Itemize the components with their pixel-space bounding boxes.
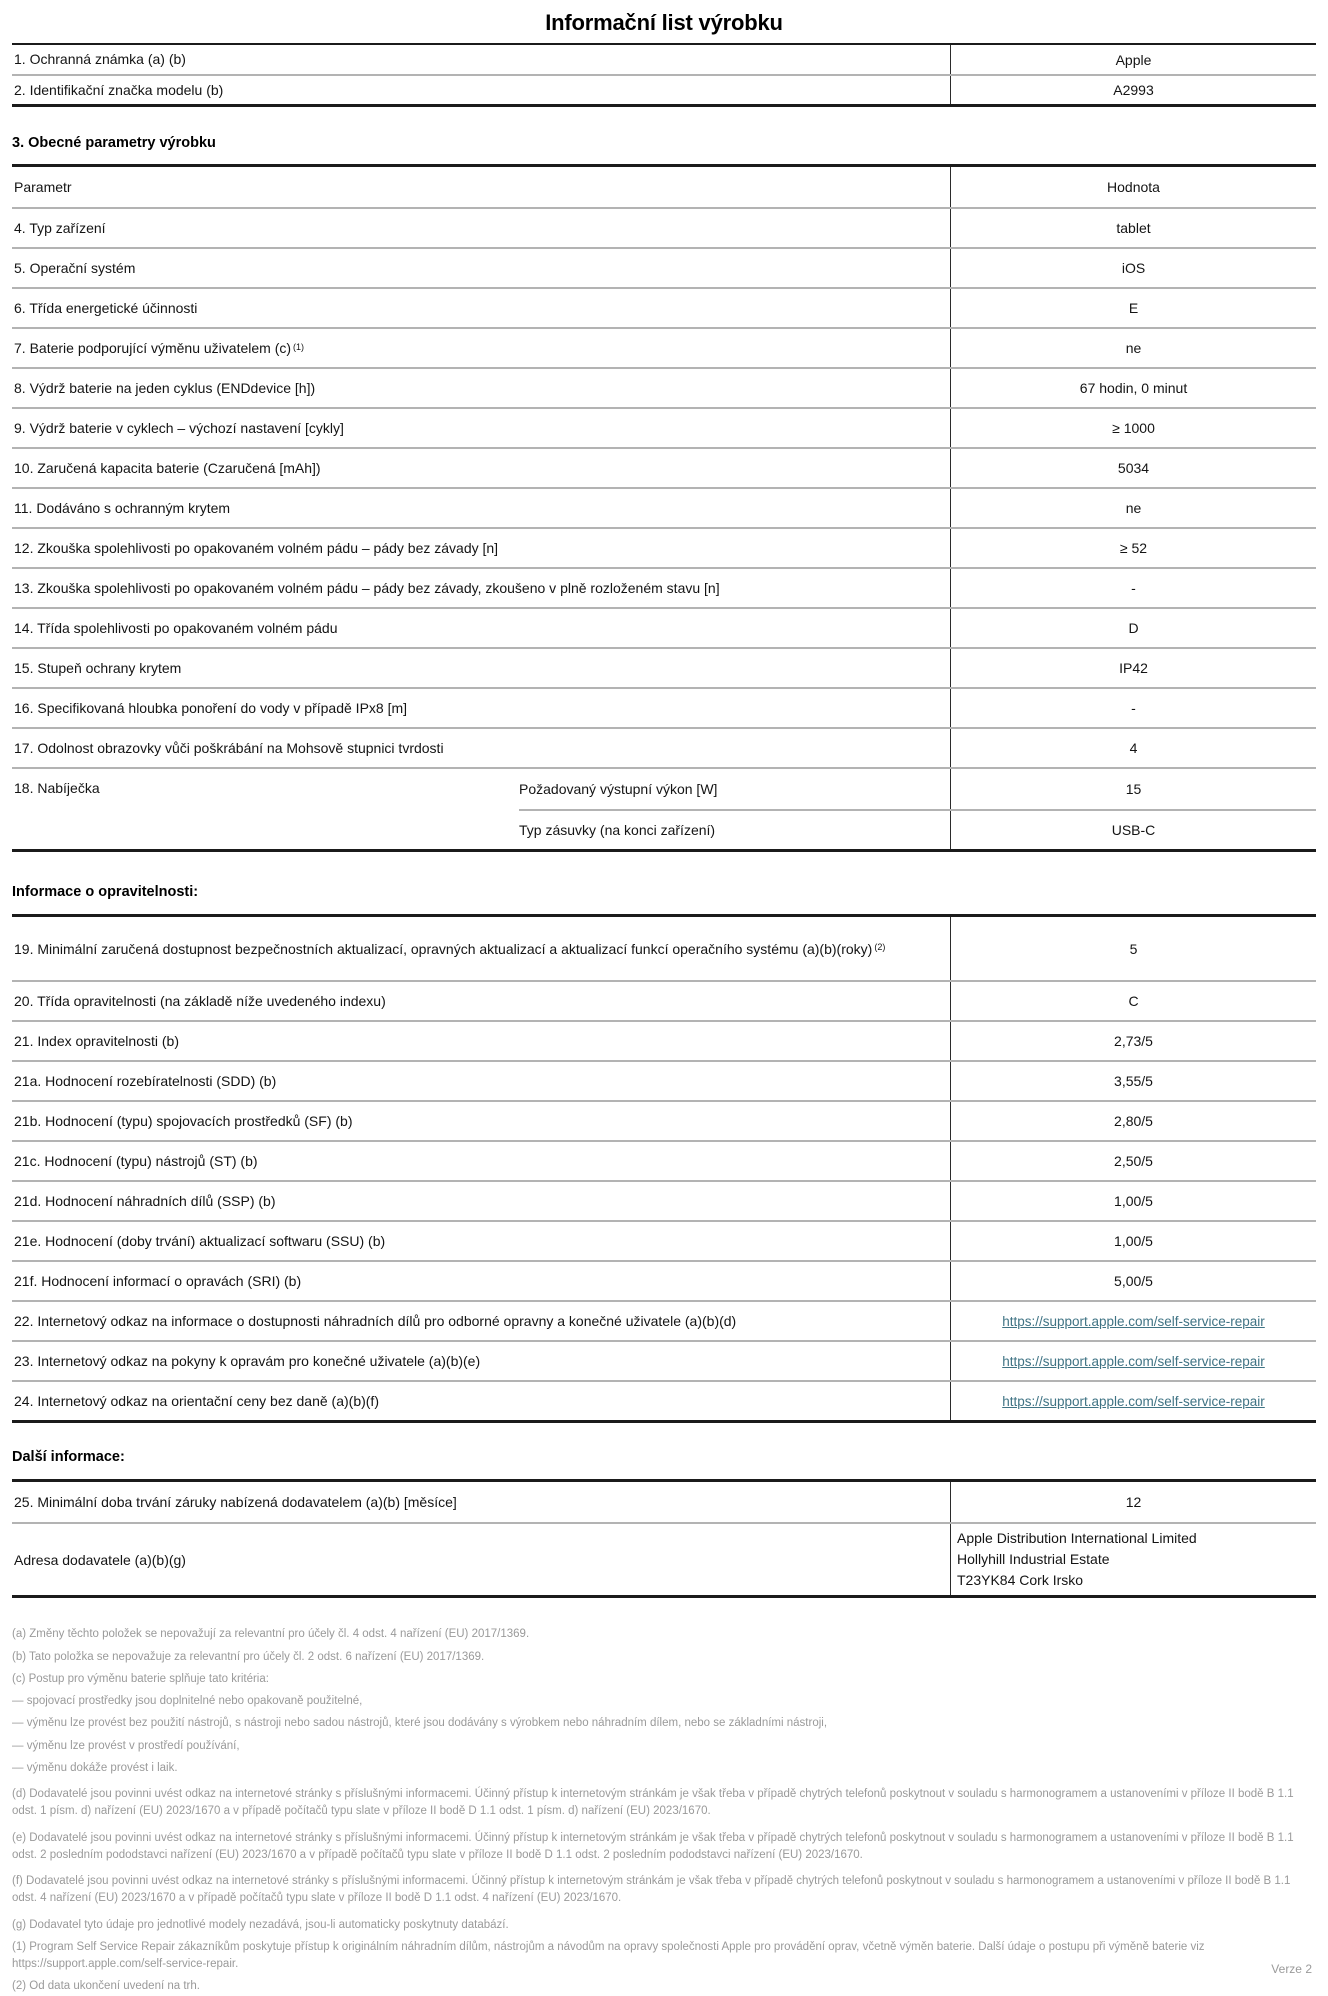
row-value: 2,73/5 [950, 1022, 1316, 1060]
footnote: — výměnu lze provést v prostředí používání, [12, 1739, 240, 1752]
table-row [12, 1380, 1316, 1420]
row-label: 5. Operační systém [14, 260, 136, 277]
row-label: 11. Dodáváno s ochranným krytem [14, 500, 231, 517]
section-additional-info: Další informace: [12, 1449, 125, 1466]
table-row [12, 980, 1316, 1020]
table-row [12, 207, 1316, 247]
supplier-address-line: Apple Distribution International Limited [957, 1530, 1197, 1547]
footnote: (b) Tato položka se nepovažuje za relevantní pro účely čl. 2 odst. 6 nařízení (EU) 2017/1369. [12, 1650, 485, 1663]
row-value: D [950, 609, 1316, 647]
column-header-hodnota: Hodnota [950, 167, 1316, 207]
footnote: (d) Dodavatelé jsou povinni uvést odkaz na internetové stránky s příslušnými informacemi. Účinný přístup k internetovým stránkám je však třeba v případě chytrých telefonů poskytnout v souladu s harmonogramem a ustanoveními v příloze II bodě B 1.1 odst. 1 písm. d) nařízení (EU) 2023/1670 a v případě počítačů typu slate v příloze II bodě D 1.1 odst. 1 písm. d) nařízení (EU) 2023/1670. [12, 1788, 1294, 1818]
row-value: 4 [950, 729, 1316, 767]
row-value: iOS [950, 249, 1316, 287]
row-value: 1,00/5 [950, 1222, 1316, 1260]
footnote: (2) Od data ukončení uvedení na trh. [12, 1980, 200, 1993]
row-label: 1. Ochranná známka (a) (b) [14, 51, 186, 68]
supplier-address-line: Hollyhill Industrial Estate [957, 1551, 1110, 1568]
row-label: 17. Odolnost obrazovky vůči poškrábání na Mohsově stupnici tvrdosti [14, 740, 444, 757]
row-label: 21d. Hodnocení náhradních dílů (SSP) (b) [14, 1193, 276, 1210]
row-label-superscript: (1) [293, 341, 305, 352]
row-label: 20. Třída opravitelnosti (na základě níže uvedeného indexu) [14, 993, 386, 1010]
repair-info-link[interactable]: https://support.apple.com/self-service-repair [1002, 1393, 1265, 1409]
table-row [12, 447, 1316, 487]
row-label: 9. Výdrž baterie v cyklech – výchozí nastavení [cykly] [14, 420, 344, 437]
footnote: (e) Dodavatelé jsou povinni uvést odkaz na internetové stránky s příslušnými informacemi. Účinný přístup k internetovým stránkám je však třeba v případě chytrých telefonů poskytnout v souladu s harmonogramem a ustanoveními v příloze II bodě B 1.1 odst. 2 posledním pododstavci nařízení (EU) 2023/1670 a v případě počítačů typu slate v příloze II bodě D 1.1 odst. 2 posledním pododstavci nařízení (EU) 2023/1670. [12, 1831, 1294, 1861]
row-label: 16. Specifikovaná hloubka ponoření do vody v případě IPx8 [m] [14, 700, 408, 717]
row-label: 22. Internetový odkaz na informace o dostupnosti náhradních dílů pro odborné opravny a konečné uživatele (a)(b)(d) [14, 1313, 737, 1330]
table-row [12, 1060, 1316, 1100]
row-label: 21a. Hodnocení rozebíratelnosti (SDD) (b) [14, 1073, 277, 1090]
row-value: E [950, 289, 1316, 327]
row-label: 21. Index opravitelnosti (b) [14, 1033, 179, 1050]
row-label: 10. Zaručená kapacita baterie (Czaručená [mAh]) [14, 460, 321, 477]
table-row [12, 1482, 1316, 1522]
row-value: 5 [950, 917, 1316, 980]
supplier-address-row [12, 1522, 1316, 1595]
footnote: (a) Změny těchto položek se nepovažují za relevantní pro účely čl. 4 odst. 4 nařízení (EU) 2017/1369. [12, 1628, 530, 1641]
row-label: 19. Minimální zaručená dostupnost bezpečnostních aktualizací, opravných aktualizací a aktualizací funkcí operačního systému (a)(b)(roky) (2) [14, 940, 886, 957]
row-value: IP42 [950, 649, 1316, 687]
charger-subrow [519, 769, 1316, 809]
table-row [12, 327, 1316, 367]
footnote: — spojovací prostředky jsou doplnitelné nebo opakovaně použitelné, [12, 1695, 363, 1708]
row-label: 12. Zkouška spolehlivosti po opakovaném volném pádu – pády bez závady [n] [14, 540, 499, 557]
table-row [12, 1180, 1316, 1220]
supplier-address-value [950, 1524, 1316, 1595]
row-label: 23. Internetový odkaz na pokyny k opravám pro konečné uživatele (a)(b)(e) [14, 1353, 481, 1370]
charger-subrows [519, 769, 1316, 849]
version-label: Verze 2 [1271, 1962, 1312, 1976]
row-value: 2,80/5 [950, 1102, 1316, 1140]
row-label-superscript: (2) [874, 942, 886, 953]
row-label: 21e. Hodnocení (doby trvání) aktualizací softwaru (SSU) (b) [14, 1233, 386, 1250]
column-header-parametr: Parametr [14, 179, 72, 196]
row-label: 15. Stupeň ochrany krytem [14, 660, 182, 677]
table-row [12, 607, 1316, 647]
table-row [12, 727, 1316, 767]
row-value: 2,50/5 [950, 1142, 1316, 1180]
footnote: — výměnu dokáže provést i laik. [12, 1761, 178, 1774]
row-value: C [950, 982, 1316, 1020]
row-value: - [950, 569, 1316, 607]
subrow-label: Požadovaný výstupní výkon [W] [519, 781, 718, 798]
row-value: 12 [950, 1482, 1316, 1522]
table-header-row [12, 167, 1316, 207]
table-row [12, 1300, 1316, 1340]
row-label: 6. Třída energetické účinnosti [14, 300, 198, 317]
row-label: 2. Identifikační značka modelu (b) [14, 82, 224, 98]
supplier-address-line: T23YK84 Cork Irsko [957, 1572, 1084, 1589]
table-row [12, 45, 1316, 74]
table-row [12, 1340, 1316, 1380]
table-row [12, 527, 1316, 567]
row-label: Adresa dodavatele (a)(b)(g) [14, 1551, 186, 1568]
table-row [12, 1260, 1316, 1300]
row-value: ≥ 52 [950, 529, 1316, 567]
table-row [12, 1220, 1316, 1260]
row-label: 21f. Hodnocení informací o opravách (SRI) (b) [14, 1273, 302, 1290]
row-value [950, 1342, 1316, 1380]
subrow-value: USB-C [950, 811, 1316, 849]
additional-info-table [12, 1479, 1316, 1598]
row-label: 21b. Hodnocení (typu) spojovacích prostředků (SF) (b) [14, 1113, 353, 1130]
row-label: 25. Minimální doba trvání záruky nabízená dodavatelem (a)(b) [měsíce] [14, 1494, 457, 1511]
footnote: (f) Dodavatelé jsou povinni uvést odkaz na internetové stránky s příslušnými informacemi. Účinný přístup k internetovým stránkám je však třeba v případě chytrých telefonů poskytnout v souladu s harmonogramem a ustanoveními v příloze II bodě B 1.1 odst. 4 nařízení (EU) 2023/1670 a v případě počítačů typu slate v příloze II bodě D 1.1 odst. 4 nařízení (EU) 2023/1670. [12, 1875, 1291, 1905]
repair-info-link[interactable]: https://support.apple.com/self-service-repair [1002, 1313, 1265, 1329]
charger-row [12, 767, 1316, 849]
row-value: 67 hodin, 0 minut [950, 369, 1316, 407]
row-value: Apple [950, 45, 1316, 74]
table-row [12, 367, 1316, 407]
repairability-table [12, 914, 1316, 1423]
page-title: Informační list výrobku [545, 10, 783, 35]
general-parameters-table [12, 164, 1316, 852]
footnotes-block [12, 1626, 1316, 1995]
table-row [12, 1140, 1316, 1180]
row-value: ne [950, 329, 1316, 367]
table-row [12, 1100, 1316, 1140]
table-row [12, 487, 1316, 527]
section-general-parameters: 3. Obecné parametry výrobku [12, 135, 216, 152]
row-value [950, 1382, 1316, 1420]
table-row [12, 1020, 1316, 1060]
row-label: 21c. Hodnocení (typu) nástrojů (ST) (b) [14, 1153, 258, 1170]
table-row [12, 247, 1316, 287]
repair-info-link[interactable]: https://support.apple.com/self-service-repair [1002, 1353, 1265, 1369]
table-row [12, 567, 1316, 607]
table-row [12, 287, 1316, 327]
row-value: 1,00/5 [950, 1182, 1316, 1220]
row-value [950, 1302, 1316, 1340]
footnote: — výměnu lze provést bez použití nástrojů, s nástroji nebo sadou nástrojů, které jsou dodávány s výrobkem nebo náhradním dílem, nebo se základními nástroji, [12, 1717, 828, 1730]
subrow-label: Typ zásuvky (na konci zařízení) [519, 822, 716, 839]
row-value: ≥ 1000 [950, 409, 1316, 447]
row-label: 8. Výdrž baterie na jeden cyklus (ENDdevice [h]) [14, 380, 316, 397]
row-value: tablet [950, 209, 1316, 247]
row-label: 7. Baterie podporující výměnu uživatelem (c) (1) [14, 340, 305, 357]
row-value: - [950, 689, 1316, 727]
row-label: 14. Třída spolehlivosti po opakovaném volném pádu [14, 620, 338, 637]
section-repairability: Informace o opravitelnosti: [12, 884, 199, 901]
identification-table [12, 43, 1316, 107]
charger-subrow [519, 809, 1316, 849]
row-value: A2993 [950, 76, 1316, 104]
table-row [12, 74, 1316, 104]
row-label: 18. Nabíječka [14, 780, 100, 797]
row-label: 24. Internetový odkaz na orientační ceny bez daně (a)(b)(f) [14, 1393, 379, 1410]
footnote: (g) Dodavatel tyto údaje pro jednotlivé modely nezadává, jsou-li automaticky poskytnuty databází. [12, 1918, 509, 1931]
table-row [12, 647, 1316, 687]
row-value: 3,55/5 [950, 1062, 1316, 1100]
row-label: 4. Typ zařízení [14, 220, 106, 237]
table-row [12, 917, 1316, 980]
row-value: 5034 [950, 449, 1316, 487]
row-value: 5,00/5 [950, 1262, 1316, 1300]
footnote: (1) Program Self Service Repair zákazníkům poskytuje přístup k originálním náhradním dílům, nástrojům a návodům na opravy společnosti Apple pro provádění oprav, včetně výměn baterie. Další údaje o postupu při výměně baterie viz https://support.apple.com/self-service-repair. [12, 1940, 1205, 1971]
subrow-value: 15 [950, 769, 1316, 809]
row-value: ne [950, 489, 1316, 527]
row-label: 13. Zkouška spolehlivosti po opakovaném volném pádu – pády bez závady, zkoušeno v plně rozloženém stavu [n] [14, 580, 720, 597]
table-row [12, 407, 1316, 447]
footnote: (c) Postup pro výměnu baterie splňuje tato kritéria: [12, 1672, 269, 1685]
table-row [12, 687, 1316, 727]
